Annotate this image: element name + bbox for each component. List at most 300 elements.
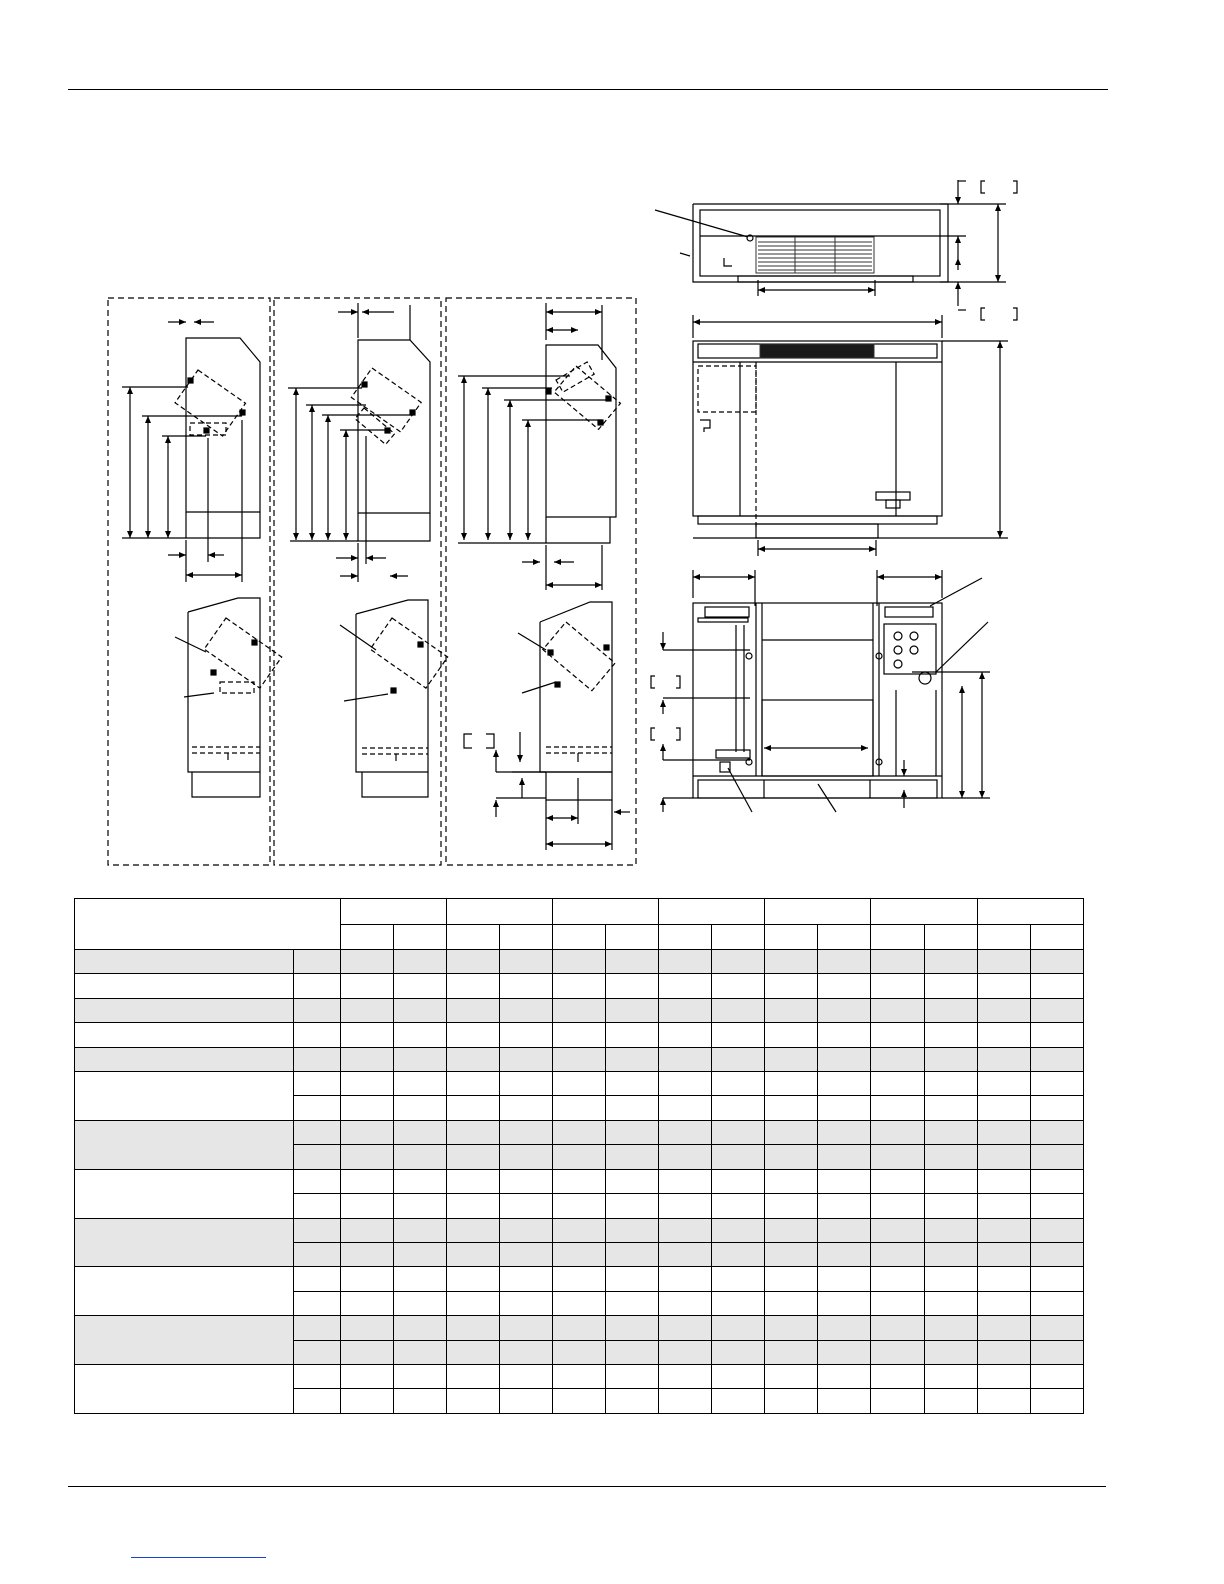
side-section-right-upper: [458, 303, 620, 590]
table-cell: [977, 1218, 1030, 1242]
table-cell: [659, 1120, 712, 1144]
table-cell: [605, 974, 658, 998]
side-section-middle-lower: [340, 600, 448, 797]
table-cell: [924, 1096, 977, 1120]
side-section-left-lower: [175, 598, 282, 797]
table-subheader-cell: [340, 925, 393, 950]
table-cell: [499, 1047, 552, 1071]
table-row: [75, 1120, 1084, 1144]
table-cell: [765, 1218, 818, 1242]
table-cell: [1030, 1267, 1083, 1291]
table-subheader-cell: [605, 925, 658, 950]
specification-table: [74, 898, 1084, 1414]
table-cell: [659, 1023, 712, 1047]
table-cell: [712, 974, 765, 998]
table-cell: [340, 1194, 393, 1218]
table-cell: [977, 1023, 1030, 1047]
table-cell: [552, 1023, 605, 1047]
table-row-label: [75, 1047, 294, 1071]
table-cell: [1030, 1242, 1083, 1266]
table-cell: [499, 1120, 552, 1144]
table-cell: [393, 1267, 446, 1291]
table-row-label: [75, 1218, 294, 1267]
table-cell: [393, 998, 446, 1022]
table-cell: [818, 1047, 871, 1071]
table-row-label: [75, 1120, 294, 1169]
table-cell: [712, 1194, 765, 1218]
table-unit-cell: [294, 1389, 340, 1414]
side-section-middle-upper: [288, 303, 430, 582]
table-cell: [818, 1316, 871, 1340]
table-cell: [393, 1096, 446, 1120]
table-cell: [446, 1072, 499, 1096]
table-subheader-cell: [393, 925, 446, 950]
table-cell: [605, 1242, 658, 1266]
table-cell: [340, 1316, 393, 1340]
table-row-label: [75, 1072, 294, 1121]
table-cell: [552, 1072, 605, 1096]
table-cell: [977, 950, 1030, 974]
table-cell: [499, 1096, 552, 1120]
table-cell: [977, 1096, 1030, 1120]
table-unit-cell: [294, 1267, 340, 1291]
table-cell: [818, 1291, 871, 1315]
table-cell: [765, 1267, 818, 1291]
table-cell: [446, 1316, 499, 1340]
table-cell: [871, 1072, 924, 1096]
table-cell: [977, 1316, 1030, 1340]
table-cell: [659, 950, 712, 974]
table-cell: [659, 1291, 712, 1315]
table-cell: [552, 1364, 605, 1388]
table-unit-cell: [294, 1340, 340, 1364]
table-cell: [977, 1072, 1030, 1096]
table-cell: [340, 1242, 393, 1266]
table-cell: [977, 1120, 1030, 1144]
table-cell: [446, 1267, 499, 1291]
table-cell: [977, 1389, 1030, 1414]
table-row: [75, 1169, 1084, 1193]
table-cell: [446, 1169, 499, 1193]
table-cell: [605, 1120, 658, 1144]
footer-rule: [68, 1486, 1106, 1487]
table-cell: [605, 1145, 658, 1169]
table-row-label: [75, 950, 294, 974]
front-view: [693, 315, 1008, 556]
table-cell: [340, 1389, 393, 1414]
table-cell: [446, 1242, 499, 1266]
table-unit-cell: [294, 998, 340, 1022]
table-cell: [712, 1340, 765, 1364]
table-cell: [871, 1340, 924, 1364]
table-cell: [393, 1364, 446, 1388]
table-cell: [818, 1242, 871, 1266]
table-cell: [393, 1242, 446, 1266]
table-cell: [552, 998, 605, 1022]
table-cell: [977, 974, 1030, 998]
table-row: [75, 998, 1084, 1022]
table-cell: [712, 950, 765, 974]
side-section-left-upper: [122, 322, 260, 582]
table-cell: [605, 1096, 658, 1120]
table-subheader-cell: [1030, 925, 1083, 950]
table-cell: [924, 1267, 977, 1291]
table-cell: [552, 950, 605, 974]
table-cell: [712, 1389, 765, 1414]
table-cell: [446, 1340, 499, 1364]
table-cell: [924, 950, 977, 974]
table-cell: [659, 1047, 712, 1071]
table-cell: [1030, 1023, 1083, 1047]
table-cell: [924, 1023, 977, 1047]
table-cell: [871, 1389, 924, 1414]
table-cell: [552, 1194, 605, 1218]
table-cell: [712, 1145, 765, 1169]
table-cell: [659, 1218, 712, 1242]
table-cell: [552, 1316, 605, 1340]
table-cell: [446, 950, 499, 974]
table-cell: [499, 1364, 552, 1388]
table-cell: [765, 1291, 818, 1315]
table-cell: [924, 1194, 977, 1218]
table-cell: [659, 1267, 712, 1291]
table-cell: [1030, 1218, 1083, 1242]
table-cell: [765, 1023, 818, 1047]
table-cell: [1030, 1072, 1083, 1096]
table-row-label: [75, 1316, 294, 1365]
table-cell: [765, 1316, 818, 1340]
table-cell: [605, 1218, 658, 1242]
table-cell: [765, 1340, 818, 1364]
table-cell: [552, 1267, 605, 1291]
table-cell: [1030, 1169, 1083, 1193]
table-cell: [499, 950, 552, 974]
table-cell: [924, 1389, 977, 1414]
table-cell: [605, 1340, 658, 1364]
table-subheader-cell: [552, 925, 605, 950]
table-cell: [659, 1242, 712, 1266]
table-group-header: [659, 899, 765, 925]
table-cell: [818, 1340, 871, 1364]
table-cell: [605, 1169, 658, 1193]
table-row: [75, 1267, 1084, 1291]
table-cell: [605, 950, 658, 974]
table-row-label: [75, 1169, 294, 1218]
table-subheader-cell: [659, 925, 712, 950]
table-cell: [393, 1169, 446, 1193]
table-group-header: [340, 899, 446, 925]
table-cell: [446, 974, 499, 998]
table-group-header: [871, 899, 977, 925]
table-cell: [605, 1389, 658, 1414]
table-unit-cell: [294, 1120, 340, 1144]
table-cell: [340, 1364, 393, 1388]
table-subheader-cell: [977, 925, 1030, 950]
table-cell: [605, 1194, 658, 1218]
table-cell: [977, 1145, 1030, 1169]
table-header-row: [75, 899, 1084, 925]
table-cell: [1030, 1389, 1083, 1414]
table-cell: [765, 950, 818, 974]
table-cell: [393, 1023, 446, 1047]
table-cell: [605, 1267, 658, 1291]
table-cell: [446, 1389, 499, 1414]
table-cell: [871, 1194, 924, 1218]
table-cell: [818, 1218, 871, 1242]
footer-link-underline[interactable]: [131, 1557, 266, 1559]
table-cell: [712, 1267, 765, 1291]
table-cell: [659, 974, 712, 998]
table-cell: [605, 1364, 658, 1388]
table-cell: [818, 1072, 871, 1096]
table-cell: [393, 1072, 446, 1096]
table-cell: [871, 1218, 924, 1242]
table-subheader-cell: [446, 925, 499, 950]
table-cell: [1030, 1120, 1083, 1144]
table-row-label: [75, 974, 294, 998]
table-cell: [924, 1169, 977, 1193]
table-cell: [499, 974, 552, 998]
table-cell: [924, 1218, 977, 1242]
table-cell: [340, 974, 393, 998]
table-cell: [712, 998, 765, 1022]
side-section-right-lower: [464, 602, 630, 850]
table-row: [75, 1364, 1084, 1388]
table-cell: [393, 974, 446, 998]
table-cell: [1030, 974, 1083, 998]
table-cell: [446, 1218, 499, 1242]
table-cell: [977, 1242, 1030, 1266]
table-cell: [499, 1242, 552, 1266]
table-cell: [818, 1194, 871, 1218]
table-cell: [712, 1096, 765, 1120]
top-view: [655, 180, 1017, 320]
table-cell: [712, 1047, 765, 1071]
table-cell: [446, 1291, 499, 1315]
table-unit-cell: [294, 1194, 340, 1218]
table-cell: [765, 974, 818, 998]
table-cell: [1030, 1047, 1083, 1071]
table-cell: [340, 1291, 393, 1315]
table-unit-cell: [294, 974, 340, 998]
table-row-label: [75, 998, 294, 1022]
table-cell: [499, 1316, 552, 1340]
table-cell: [924, 1291, 977, 1315]
table-cell: [765, 1242, 818, 1266]
table-corner-cell: [75, 899, 341, 950]
table-cell: [340, 1145, 393, 1169]
table-cell: [871, 1316, 924, 1340]
table-cell: [393, 1389, 446, 1414]
table-cell: [393, 1340, 446, 1364]
table-cell: [924, 998, 977, 1022]
table-cell: [446, 1194, 499, 1218]
table-cell: [552, 1047, 605, 1071]
table-cell: [499, 998, 552, 1022]
table-cell: [977, 1194, 1030, 1218]
table-cell: [552, 1096, 605, 1120]
table-cell: [871, 998, 924, 1022]
table-unit-cell: [294, 1145, 340, 1169]
table-cell: [393, 1194, 446, 1218]
table-row: [75, 1316, 1084, 1340]
table-subheader-cell: [765, 925, 818, 950]
table-cell: [818, 1023, 871, 1047]
table-cell: [499, 1291, 552, 1315]
table-cell: [818, 974, 871, 998]
table-cell: [499, 1194, 552, 1218]
table-cell: [499, 1023, 552, 1047]
table-row-label: [75, 1267, 294, 1316]
table-cell: [659, 1145, 712, 1169]
table-cell: [765, 1194, 818, 1218]
table-cell: [818, 1389, 871, 1414]
table-cell: [818, 998, 871, 1022]
table-cell: [659, 1316, 712, 1340]
table-unit-cell: [294, 1169, 340, 1193]
table-cell: [340, 1169, 393, 1193]
table-unit-cell: [294, 1316, 340, 1340]
table-cell: [552, 1169, 605, 1193]
table-cell: [977, 998, 1030, 1022]
table-cell: [871, 1120, 924, 1144]
table-cell: [765, 1047, 818, 1071]
table-cell: [871, 1047, 924, 1071]
table-cell: [393, 1316, 446, 1340]
table-unit-cell: [294, 1242, 340, 1266]
table-cell: [605, 1316, 658, 1340]
table-cell: [552, 1242, 605, 1266]
table-cell: [1030, 1316, 1083, 1340]
table-cell: [712, 1242, 765, 1266]
table-cell: [605, 1023, 658, 1047]
table-subheader-cell: [818, 925, 871, 950]
table-cell: [659, 998, 712, 1022]
table-cell: [446, 1120, 499, 1144]
table-cell: [499, 1340, 552, 1364]
table-unit-cell: [294, 1023, 340, 1047]
table-cell: [924, 1047, 977, 1071]
table-cell: [765, 1364, 818, 1388]
table-cell: [924, 1340, 977, 1364]
table-cell: [765, 1169, 818, 1193]
table-subheader-cell: [924, 925, 977, 950]
side-section-frames: [108, 298, 636, 865]
table-cell: [340, 1023, 393, 1047]
table-unit-cell: [294, 1364, 340, 1388]
table-cell: [393, 1218, 446, 1242]
table-cell: [340, 1120, 393, 1144]
table-cell: [818, 1096, 871, 1120]
table-subheader-cell: [712, 925, 765, 950]
table-cell: [924, 1316, 977, 1340]
table-cell: [765, 1072, 818, 1096]
table-cell: [552, 1291, 605, 1315]
table-cell: [818, 950, 871, 974]
front-view-panel-removed: [651, 570, 990, 812]
table-cell: [393, 1047, 446, 1071]
table-unit-cell: [294, 1047, 340, 1071]
table-cell: [818, 1364, 871, 1388]
table-cell: [1030, 1145, 1083, 1169]
table-cell: [871, 1145, 924, 1169]
table-cell: [977, 1047, 1030, 1071]
table-cell: [552, 1145, 605, 1169]
table-cell: [924, 1242, 977, 1266]
table-cell: [446, 1047, 499, 1071]
table-cell: [499, 1072, 552, 1096]
table-group-header: [552, 899, 658, 925]
table-cell: [977, 1291, 1030, 1315]
table-cell: [765, 1145, 818, 1169]
table-cell: [765, 1389, 818, 1414]
table-cell: [765, 1120, 818, 1144]
table-cell: [659, 1096, 712, 1120]
table-cell: [340, 1218, 393, 1242]
table-cell: [712, 1072, 765, 1096]
table-unit-cell: [294, 1072, 340, 1096]
table-cell: [446, 1364, 499, 1388]
table-cell: [499, 1169, 552, 1193]
table-row-label: [75, 1023, 294, 1047]
table-cell: [1030, 1364, 1083, 1388]
table-cell: [605, 1291, 658, 1315]
table-cell: [818, 1145, 871, 1169]
table-cell: [924, 974, 977, 998]
table-cell: [871, 974, 924, 998]
table-cell: [393, 1291, 446, 1315]
table-cell: [712, 1169, 765, 1193]
table-cell: [712, 1291, 765, 1315]
table-cell: [712, 1316, 765, 1340]
table-cell: [499, 1218, 552, 1242]
table-unit-cell: [294, 950, 340, 974]
table-cell: [818, 1169, 871, 1193]
table-cell: [924, 1120, 977, 1144]
table-unit-cell: [294, 1291, 340, 1315]
table-cell: [1030, 1096, 1083, 1120]
table-cell: [340, 1072, 393, 1096]
table-cell: [712, 1218, 765, 1242]
table-cell: [605, 1047, 658, 1071]
table-cell: [340, 950, 393, 974]
table-cell: [924, 1364, 977, 1388]
table-cell: [446, 1096, 499, 1120]
table-cell: [1030, 1291, 1083, 1315]
table-row: [75, 1072, 1084, 1096]
table-cell: [977, 1169, 1030, 1193]
table-cell: [605, 1072, 658, 1096]
table-cell: [924, 1145, 977, 1169]
table-cell: [446, 998, 499, 1022]
table-cell: [712, 1120, 765, 1144]
table-cell: [871, 1023, 924, 1047]
table-cell: [340, 1047, 393, 1071]
table-cell: [340, 998, 393, 1022]
table-cell: [924, 1072, 977, 1096]
table-row: [75, 950, 1084, 974]
table-cell: [1030, 998, 1083, 1022]
table-row: [75, 974, 1084, 998]
table-subheader-cell: [871, 925, 924, 950]
table-cell: [446, 1145, 499, 1169]
table-cell: [765, 1096, 818, 1120]
table-cell: [871, 1291, 924, 1315]
table-cell: [871, 1096, 924, 1120]
table-cell: [871, 1242, 924, 1266]
table-cell: [552, 1120, 605, 1144]
table-cell: [977, 1364, 1030, 1388]
